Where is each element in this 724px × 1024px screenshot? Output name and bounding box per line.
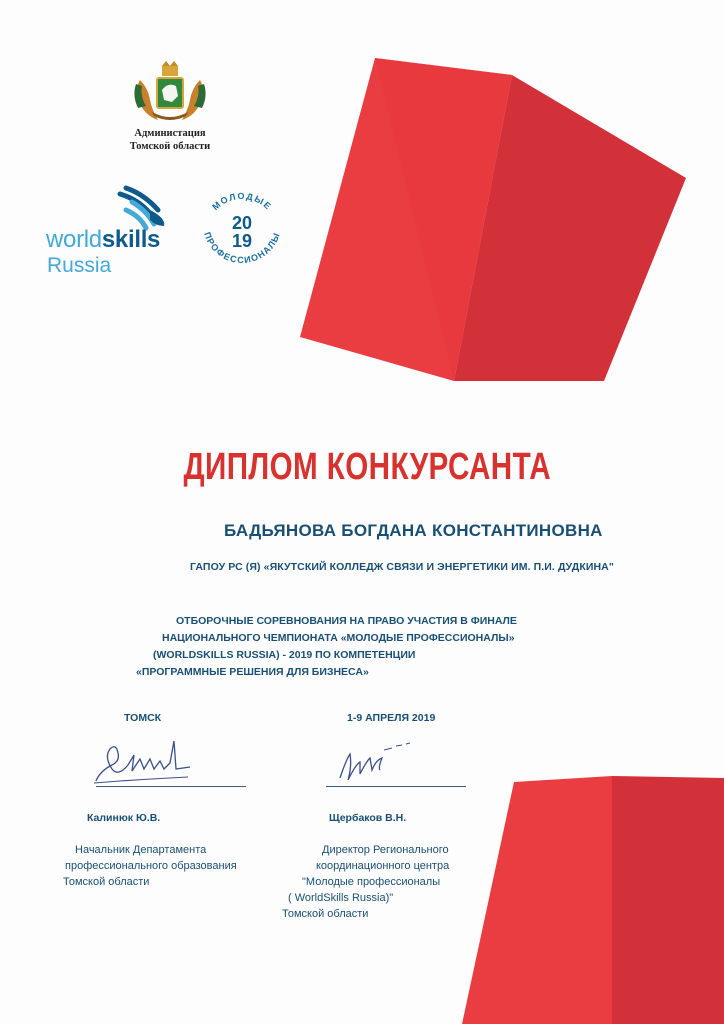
worldskills-prefix: world: [46, 226, 102, 253]
signature-kalinyuk: [90, 735, 200, 787]
signature-line-left: [96, 786, 246, 787]
competition-line-3: (WORLDSKILLS RUSSIA) - 2019 ПО КОМПЕТЕНЦИИ: [153, 649, 416, 661]
badge-year-top: 20: [231, 213, 253, 233]
signature-line-right: [326, 786, 466, 787]
recipient-organization: ГАПОУ РС (Я) «ЯКУТСКИЙ КОЛЛЕДЖ СВЯЗИ И ЭНЕРГЕТИКИ ИМ. П.И. ДУДКИНА": [190, 561, 614, 573]
event-place: ТОМСК: [124, 712, 162, 724]
signer-left-position-line: Начальник Департамента: [75, 844, 207, 856]
administration-line-1: Администация: [134, 128, 206, 139]
worldskills-country: Russia: [47, 254, 112, 277]
signer-right-position-line: "Молодые профессионалы: [302, 876, 441, 888]
recipient-name: БАДЬЯНОВА БОГДАНА КОНСТАНТИНОВНА: [224, 521, 603, 540]
signer-position-left: [63, 842, 237, 890]
signer-position-right: [282, 842, 449, 922]
badge-bottom-text: ПРОФЕССИОНАЛЫ: [202, 230, 283, 266]
signer-name-left: Калинюк Ю.В.: [87, 812, 161, 824]
signer-right-position-line: Томской области: [282, 908, 369, 920]
signer-name-right: Щербаков В.Н.: [329, 812, 407, 824]
administration-line-2: Томской области: [129, 141, 211, 152]
signer-right-position-line: ( WorldSkills Russia)": [288, 892, 394, 904]
signer-left-position-line: Томской области: [63, 876, 150, 888]
badge-year-bottom: 19: [231, 231, 253, 251]
svg-text:МОЛОДЫЕ: [210, 191, 273, 212]
worldskills-bold: skills: [101, 226, 161, 253]
administration-caption: [108, 127, 232, 153]
event-date: 1-9 АПРЕЛЯ 2019: [347, 712, 436, 724]
worldskills-wordmark: [46, 226, 160, 254]
tomsk-coat-of-arms-icon: [132, 60, 208, 124]
badge-top-text: МОЛОДЫЕ: [210, 190, 274, 213]
young-professionals-2019-badge-icon: [191, 180, 293, 282]
competition-line-4: «ПРОГРАММНЫЕ РЕШЕНИЯ ДЛЯ БИЗНЕСА»: [136, 666, 369, 678]
competition-line-1: ОТБОРОЧНЫЕ СОРЕВНОВАНИЯ НА ПРАВО УЧАСТИЯ В ФИНАЛЕ: [176, 615, 517, 627]
signer-right-position-line: Директор Регионального: [322, 844, 449, 856]
signature-scherbakov: [330, 740, 420, 786]
signer-right-position-line: координационного центра: [316, 860, 450, 872]
competition-line-2: НАЦИОНАЛЬНОГО ЧЕМПИОНАТА «МОЛОДЫЕ ПРОФЕССИОНАЛЫ»: [162, 632, 515, 644]
signer-left-position-line: профессионального образования: [65, 860, 237, 872]
diploma-title: ДИПЛОМ КОНКУРСАНТА: [183, 446, 552, 488]
